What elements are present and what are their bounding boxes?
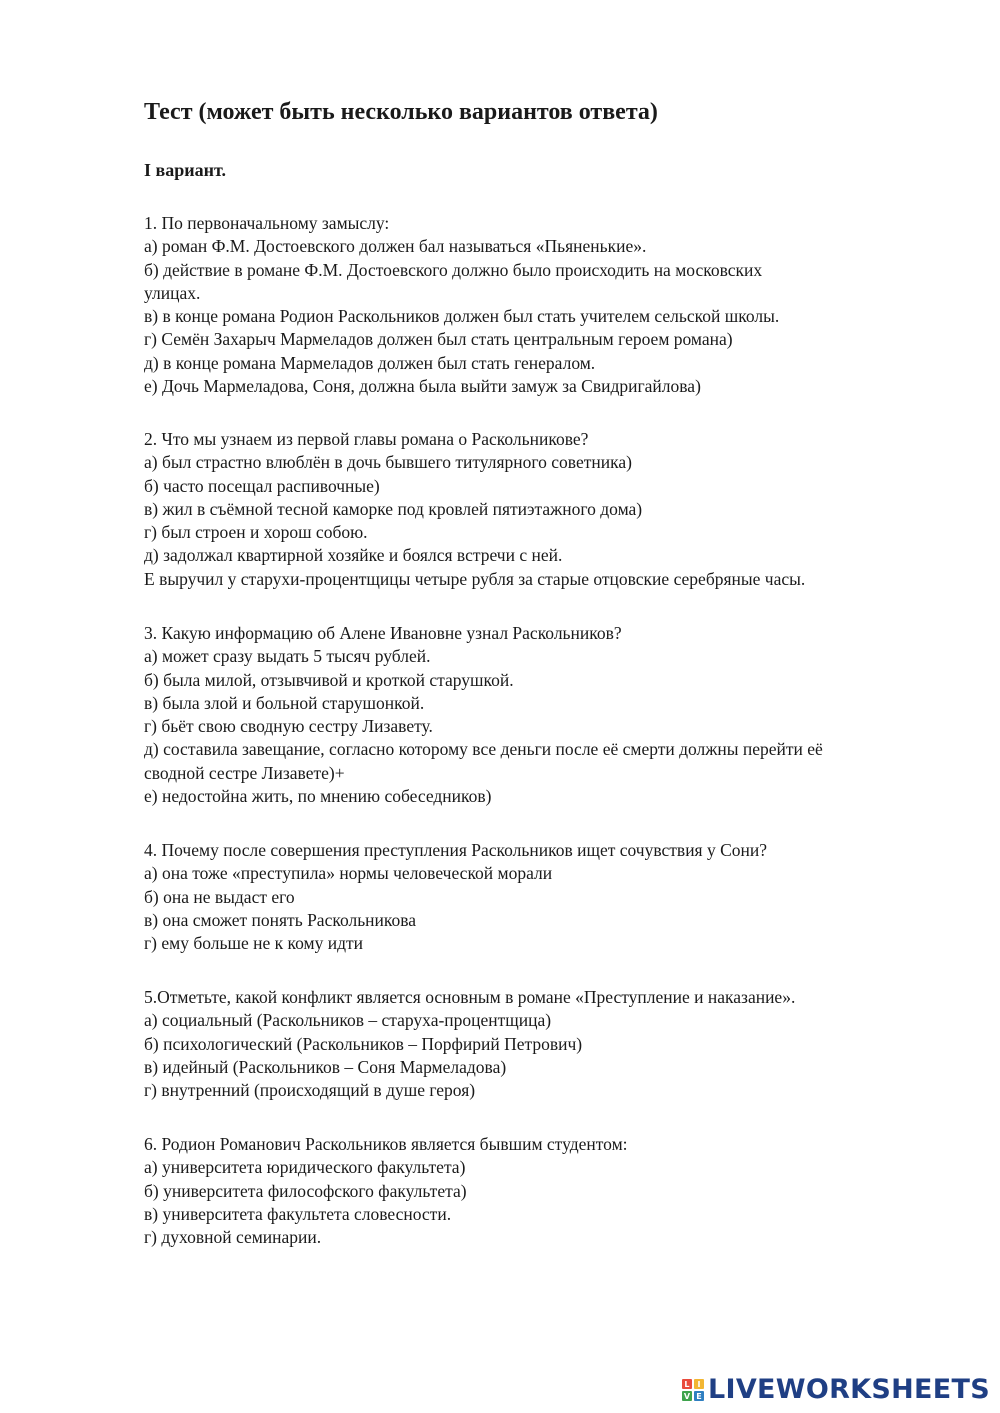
question-6	[144, 1133, 944, 1249]
question-3	[144, 622, 944, 808]
question-text: 5.Отметьте, какой конфликт является основным в романе «Преступление и наказание».	[144, 987, 796, 1007]
answer-option: г) ему больше не к кому идти	[144, 933, 363, 954]
question-text: 6. Родион Романович Раскольников является бывшим студентом:	[144, 1134, 628, 1154]
answer-option: б) была милой, отзывчивой и кроткой старушкой.	[144, 669, 514, 690]
logo-text: LIVEWORKSHEETS	[707, 1374, 990, 1405]
answer-option: б) часто посещал распивочные)	[144, 475, 380, 496]
answer-option-continued: улицах.	[144, 282, 201, 303]
answer-option: в) жил в съёмной тесной каморке под кровлей пятиэтажного дома)	[144, 498, 643, 519]
question-2	[144, 428, 944, 591]
question-5	[144, 986, 944, 1102]
answer-option: д) задолжал квартирной хозяйке и боялся встречи с ней.	[144, 545, 563, 566]
logo-mark-cell: I	[694, 1379, 704, 1389]
answer-option: в) идейный (Раскольников – Соня Мармеладова)	[144, 1056, 507, 1077]
page-title: Тест (может быть несколько вариантов ответа)	[144, 99, 658, 125]
logo-mark-cell: V	[683, 1391, 691, 1401]
answer-option: е) недостойна жить, по мнению собеседников)	[144, 786, 492, 807]
answer-option: г) был строен и хорош собою.	[144, 522, 368, 543]
answer-option: а) она тоже «преступила» нормы человеческой морали	[144, 863, 553, 884]
answer-option: в) университета факультета словесности.	[144, 1203, 452, 1224]
question-1	[144, 212, 944, 398]
answer-option: д) составила завещание, согласно которому все деньги после её смерти должны перейти её	[144, 739, 823, 760]
answer-option: а) был страстно влюблён в дочь бывшего титулярного советника)	[144, 452, 632, 473]
answer-option: Е выручил у старухи-процентщицы четыре рубля за старые отцовские серебряные часы.	[144, 568, 806, 589]
logo-mark-cell: L	[682, 1379, 692, 1389]
logo-mark-icon	[682, 1379, 704, 1401]
answer-option: г) внутренний (происходящий в душе героя)	[144, 1080, 476, 1101]
answer-option: в) она сможет понять Раскольникова	[144, 909, 417, 930]
answer-option: г) Семён Захарыч Мармеладов должен был стать центральным героем романа)	[144, 329, 733, 350]
answer-option: а) университета юридического факультета)	[144, 1157, 466, 1178]
question-text: 3. Какую информацию об Алене Ивановне узнал Раскольников?	[144, 623, 622, 643]
answer-option: в) в конце романа Родион Раскольников должен был стать учителем сельской школы.	[144, 306, 780, 327]
answer-option: а) социальный (Раскольников – старуха-процентщица)	[144, 1010, 552, 1031]
question-text: 2. Что мы узнаем из первой главы романа о Раскольникове?	[144, 429, 589, 449]
variant-heading: I вариант.	[144, 160, 226, 180]
answer-option: б) психологический (Раскольников – Порфирий Петрович)	[144, 1033, 583, 1054]
answer-option: б) действие в романе Ф.М. Достоевского должно было происходить на московских	[144, 259, 763, 280]
question-4	[144, 839, 944, 955]
answer-option: а) может сразу выдать 5 тысяч рублей.	[144, 646, 431, 667]
question-text: 1. По первоначальному замыслу:	[144, 213, 390, 233]
logo-mark-cell: E	[694, 1391, 704, 1401]
question-text: 4. Почему после совершения преступления Раскольников ищет сочувствия у Сони?	[144, 840, 768, 860]
answer-option-continued: сводной сестре Лизавете)+	[144, 762, 345, 783]
answer-option: а) роман Ф.М. Достоевского должен бал называться «Пьяненькие».	[144, 236, 647, 257]
answer-option: г) духовной семинарии.	[144, 1227, 322, 1248]
answer-option: г) бьёт свою сводную сестру Лизавету.	[144, 716, 433, 737]
answer-option: б) университета философского факультета)	[144, 1180, 467, 1201]
liveworksheets-logo	[682, 1375, 990, 1405]
answer-option: е) Дочь Мармеладова, Соня, должна была выйти замуж за Свидригайлова)	[144, 376, 701, 397]
answer-option: б) она не выдаст его	[144, 886, 295, 907]
answer-option: в) была злой и больной старушонкой.	[144, 692, 425, 713]
answer-option: д) в конце романа Мармеладов должен был стать генералом.	[144, 352, 596, 373]
